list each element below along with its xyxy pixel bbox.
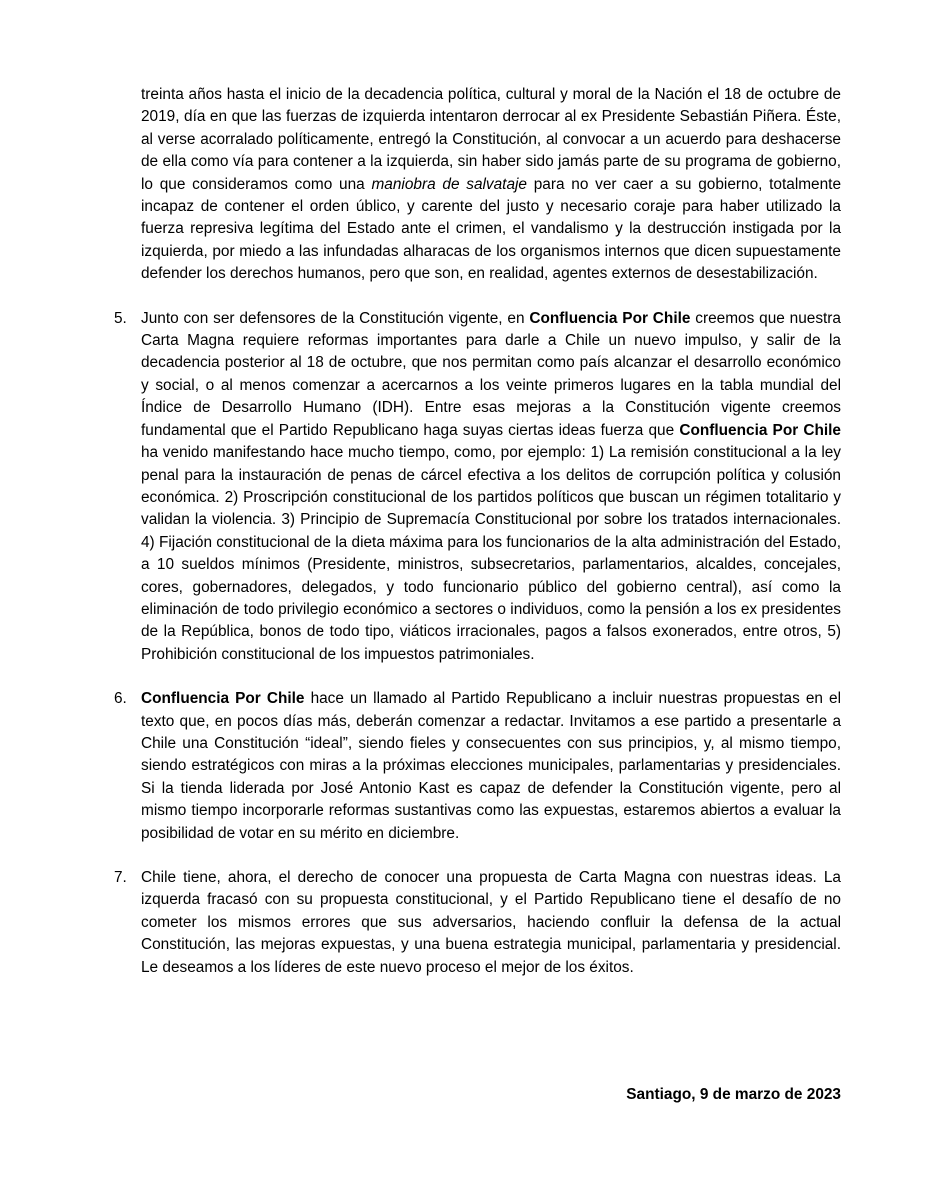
- signature-date-line: Santiago, 9 de marzo de 2023: [626, 1086, 841, 1103]
- list-item-7: [114, 867, 841, 979]
- list-item-number: 7.: [114, 869, 127, 886]
- item6-text-part1: hace un llamado al Partido Republicano a incluir nuestras propuestas en el texto que, en pocos días más, deberán comenzar a redactar. Invitamos a ese partido a presentarle a Chile una Constitución “ideal”, siendo fieles y consecuentes con sus principios, y, al mismo tiempo, siendo estratégicos con miras a la próximas elecciones municipales, parlamentarias y presidenciales. Si la tienda liderada por José Antonio Kast es capaz de defender la Constitución vigente, pero al mismo tiempo incorporarle reformas sustantivas como las expuestas, estaremos abiertos a evaluar la posibilidad de votar en su mérito en diciembre.: [141, 690, 842, 842]
- item6-org-name: Confluencia Por Chile: [141, 690, 305, 708]
- intro-text-part1: treinta años hasta el inicio de la decadencia política, cultural y moral de la Nación el 18 de octubre de 2019, día en que las fuerzas de izquierda intentaron derrocar al ex Presidente Sebastián Piñera. Éste, al verse acorralado políticamente, entregó la Constitución, al convocar a un acuerdo para deshacerse de ella como vía para contener a la izquierda, sin haber sido jamás parte de su programa de gobierno, lo que consideramos como una: [141, 86, 841, 193]
- list-item-text: [141, 688, 841, 845]
- item7-text-part1: Chile tiene, ahora, el derecho de conocer una propuesta de Carta Magna con nuestras ideas. La izquerda fracasó con su propuesta constitucional, y el Partido Republicano tiene el desafío de no cometer los mismos errores que sus adversarios, haciendo confluir la defensa de la actual Constitución, las mejoras expuestas, y una buena estrategia municipal, parlamentaria y presidencial. Le deseamos a los líderes de este nuevo proceso el mejor de los éxitos.: [141, 869, 841, 976]
- list-item-text: [141, 867, 841, 979]
- intro-paragraph: [141, 84, 841, 286]
- intro-italic-term: maniobra de salvataje: [371, 175, 527, 193]
- intro-text-part2: para no ver caer a su gobierno, totalmente incapaz de contener el orden úblico, y carente del justo y necesario coraje para haber utilizado la fuerza represiva legítima del Estado ante el crimen, el vandalismo y la destrucción instigada por la izquierda, por miedo a las infundadas alharacas de los organismos internos que dicen supuestamente defender los derechos humanos, pero que son, en realidad, agentes externos de desestabilización.: [141, 175, 842, 283]
- list-item-text: [141, 308, 841, 667]
- list-item-number: 6.: [114, 690, 127, 708]
- list-item-6: [114, 688, 842, 845]
- item5-text-part1: Junto con ser defensores de la Constitución vigente, en: [141, 309, 530, 327]
- list-item-5: [114, 308, 841, 667]
- list-item-number: 5.: [114, 309, 127, 327]
- item5-org-name-2: Confluencia Por Chile: [679, 421, 841, 439]
- item5-org-name-1: Confluencia Por Chile: [529, 309, 691, 327]
- item5-text-part3: ha venido manifestando hace mucho tiempo, como, por ejemplo: 1) La remisión constitucional a la ley penal para la instauración de penas de cárcel efectiva a los delitos de corrupción política y colusión económica. 2) Proscripción constitucional de los partidos políticos que buscan un régimen totalitario y validan la violencia. 3) Principio de Supremacía Constitucional por sobre los tratados internacionales. 4) Fijación constitucional de la dieta máxima para los funcionarios de la alta administración del Estado, a 10 sueldos mínimos (Presidente, ministros, subsecretarios, parlamentarios, alcaldes, concejales, cores, gobernadores, delegados, y todo funcionario público del gobierno central), así como la eliminación de todo privilegio económico a sectores o individuos, como la pensión a los ex presidentes de la República, bonos de todo tipo, viáticos irracionales, pagos a falsos exonerados, entre otros, 5) Prohibición constitucional de los impuestos patrimoniales.: [141, 444, 841, 663]
- document-body: [114, 84, 842, 979]
- item5-text-part2: creemos que nuestra Carta Magna requiere reformas importantes para darle a Chile un nuevo impulso, y salir de la decadencia posterior al 18 de octubre, que nos permitan como país alcanzar el desarrollo económico y social, o al menos comenzar a acercarnos a los veinte primeros lugares en la tabla mundial del Índice de Desarrollo Humano (IDH). Entre esas mejoras a la Constitución vigente creemos fundamental que el Partido Republicano haga suyas ciertas ideas fuerza que: [141, 309, 841, 439]
